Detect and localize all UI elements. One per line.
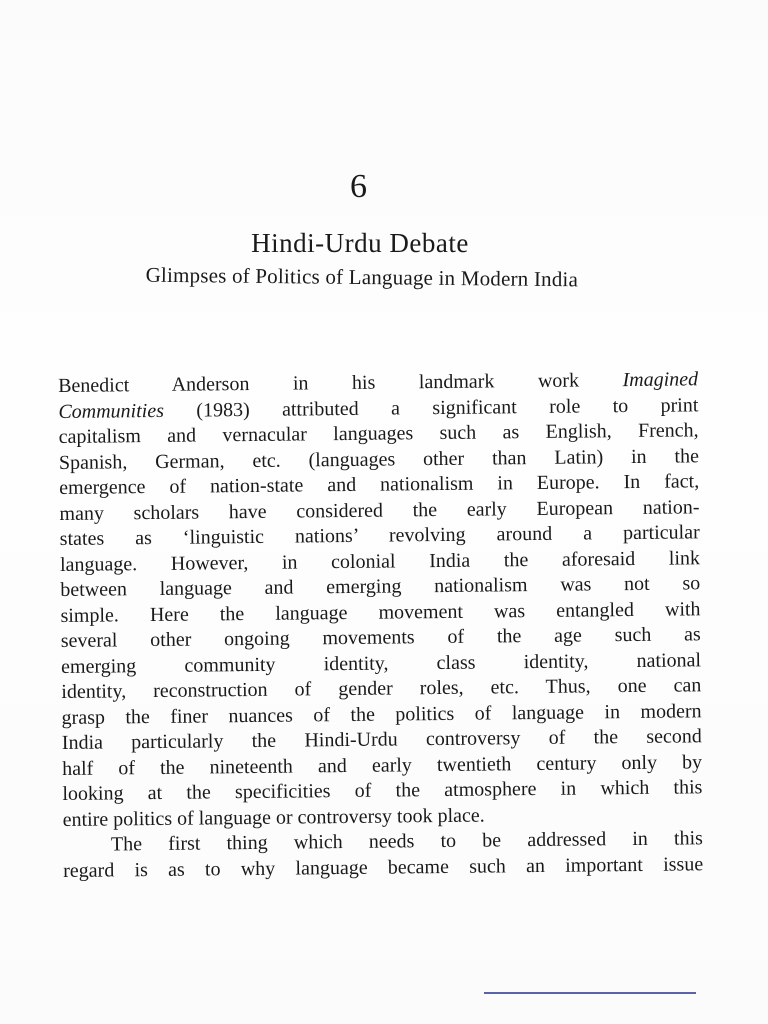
- body-text: [58, 367, 703, 884]
- paragraph-line: many scholars have considered the early European nation-: [59, 495, 700, 525]
- paragraph-line: language. However, in colonial India the aforesaid link: [59, 546, 701, 576]
- paragraph-line: simple. Here the language movement was entangled with: [60, 597, 701, 627]
- chapter-subtitle: Glimpses of Politics of Language in Modern India: [145, 262, 579, 292]
- paragraph-line: states as ‘linguistic nations’ revolving around a particular: [59, 521, 700, 550]
- paragraph-line: The first thing which needs to be addressed in this: [110, 827, 704, 856]
- paragraph-line: India particularly the Hindi-Urdu controversy of the second: [61, 725, 702, 754]
- paragraph-line: several other ongoing movements of the age such as: [60, 623, 701, 652]
- footer-rule: [484, 992, 696, 994]
- chapter-title: Hindi-Urdu Debate: [251, 228, 469, 258]
- paragraph-line: looking at the specificities of the atmosphere in which this: [62, 776, 703, 805]
- paragraph-line: grasp the finer nuances of the politics of language in modern: [61, 699, 702, 729]
- paragraph-line: emergence of nation-state and nationalism in Europe. In fact,: [59, 470, 700, 499]
- paragraph-line: regard is as to why language became such an important issue: [63, 852, 704, 882]
- paragraph-line: entire politics of language or controversy took place.: [62, 804, 485, 831]
- line-text: (1983) attributed a significant role to print: [163, 393, 699, 422]
- paragraph-line: emerging community identity, class identity, national: [60, 648, 702, 678]
- paragraph-line: capitalism and vernacular languages such as English, French,: [58, 419, 699, 448]
- paragraph-line: half of the nineteenth and early twentieth century only by: [62, 750, 703, 780]
- paragraph-line: Spanish, German, etc. (languages other than Latin) in the: [58, 444, 700, 474]
- book-title-italic: Imagined: [622, 368, 699, 392]
- paragraph-line: identity, reconstruction of gender roles, etc. Thus, one can: [61, 674, 702, 703]
- line-text: Benedict Anderson in his landmark work: [58, 369, 623, 397]
- paragraph-line: between language and emerging nationalism was not so: [60, 572, 701, 601]
- chapter-number: 6: [350, 168, 368, 205]
- book-title-italic: Communities: [58, 399, 165, 423]
